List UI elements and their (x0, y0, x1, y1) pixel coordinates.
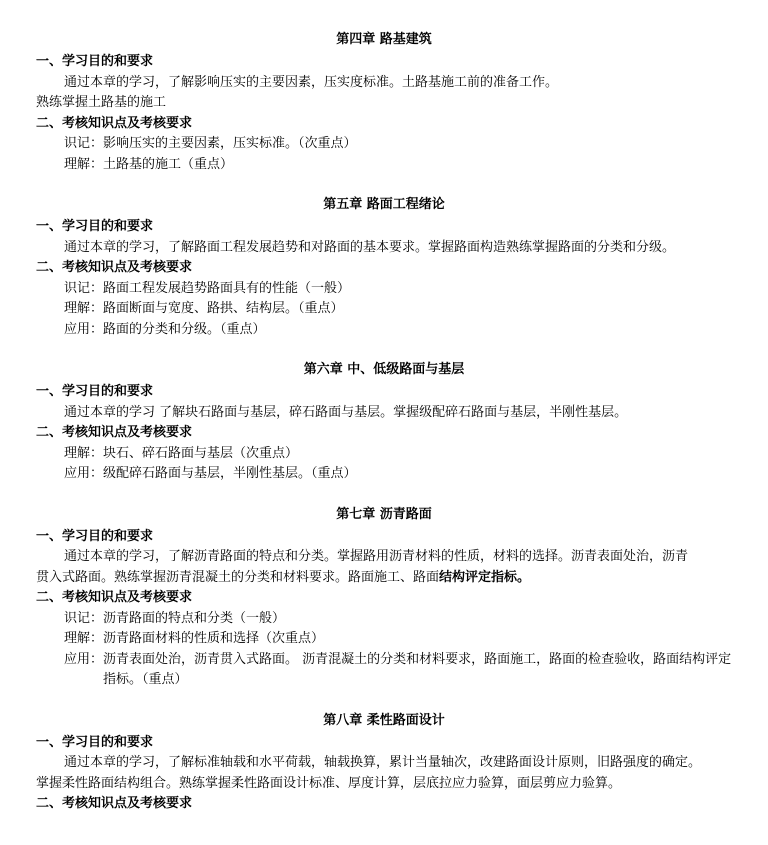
intro-text-continued-bold: 结构评定指标。 (439, 569, 531, 585)
intro-text: 通过本章的学习，了解路面工程发展趋势和对路面的基本要求。掌握路面构造熟练掌握路面的分类和分级。 (64, 239, 676, 255)
requirement-item: 识记：路面工程发展趋势路面具有的性能（一般） (64, 280, 351, 296)
requirement-item: 理解：土路基的施工（重点） (64, 156, 234, 172)
intro-text-continued-plain: 贯入式路面。熟练掌握沥青混凝土的分类和材料要求。路面施工、路面 (36, 569, 440, 585)
chapter-title: 第五章 路面工程绪论 (323, 197, 445, 212)
section-heading: 二、考核知识点及考核要求 (36, 796, 193, 811)
requirement-item: 理解：路面断面与宽度、路拱、结构层。（重点） (64, 301, 344, 316)
chapter-4 (36, 30, 732, 175)
chapter-8 (36, 711, 732, 815)
section-heading: 一、学习目的和要求 (36, 54, 154, 69)
chapter-title: 第六章 中、低级路面与基层 (303, 362, 465, 377)
intro-text: 通过本章的学习，了解沥青路面的特点和分类。掌握路用沥青材料的性质，材料的选择。沥青表面处治，沥青 (64, 549, 689, 564)
section-heading: 二、考核知识点及考核要求 (36, 590, 193, 605)
requirement-item: 应用：路面的分类和分级。（重点） (64, 321, 266, 337)
intro-text: 通过本章的学习 了解块石路面与基层，碎石路面与基层。掌握级配碎石路面与基层，半刚性基层。 (64, 404, 628, 420)
requirement-item: 识记：影响压实的主要因素，压实标准。（次重点） (64, 136, 357, 151)
apply-label: 应用： (64, 651, 104, 667)
section-heading: 一、学习目的和要求 (36, 734, 154, 750)
chapter-6 (36, 360, 732, 485)
section-heading: 一、学习目的和要求 (36, 528, 154, 544)
chapter-title: 第四章 路基建筑 (336, 32, 432, 47)
requirement-item: 理解：块石、碎石路面与基层（次重点） (64, 445, 299, 461)
chapter-title: 第八章 柔性路面设计 (323, 712, 445, 728)
apply-body: 沥青表面处治，沥青贯入式路面。 沥青混凝土的分类和材料要求，路面施工，路面的检查验收，路面结构评定指标。（重点） (103, 651, 732, 687)
intro-text-continued (36, 568, 732, 589)
section-heading: 一、学习目的和要求 (36, 384, 154, 399)
section-heading: 二、考核知识点及考核要求 (36, 260, 193, 275)
requirement-item-apply (36, 650, 732, 691)
section-heading: 二、考核知识点及考核要求 (36, 115, 193, 131)
section-heading: 二、考核知识点及考核要求 (36, 425, 193, 440)
requirement-item: 应用：级配碎石路面与基层，半刚性基层。（重点） (64, 466, 357, 481)
intro-text: 通过本章的学习，了解影响压实的主要因素，压实度标准。土路基施工前的准备工作。 (64, 74, 559, 90)
section-heading: 一、学习目的和要求 (36, 219, 154, 234)
chapter-title: 第七章 沥青路面 (336, 506, 432, 522)
requirement-item: 识记：沥青路面的特点和分类（一般） (64, 610, 286, 626)
chapter-7 (36, 505, 732, 691)
intro-text-continued: 熟练掌握土路基的施工 (36, 95, 167, 110)
intro-text-continued: 掌握柔性路面结构组合。熟练掌握柔性路面设计标准、厚度计算，层底拉应力验算，面层剪应力验算。 (36, 775, 622, 791)
intro-text: 通过本章的学习，了解标准轴载和水平荷载，轴载换算，累计当量轴次，改建路面设计原则，旧路强度的确定。 (64, 755, 702, 770)
chapter-5 (36, 195, 732, 340)
requirement-item: 理解：沥青路面材料的性质和选择（次重点） (64, 631, 325, 646)
